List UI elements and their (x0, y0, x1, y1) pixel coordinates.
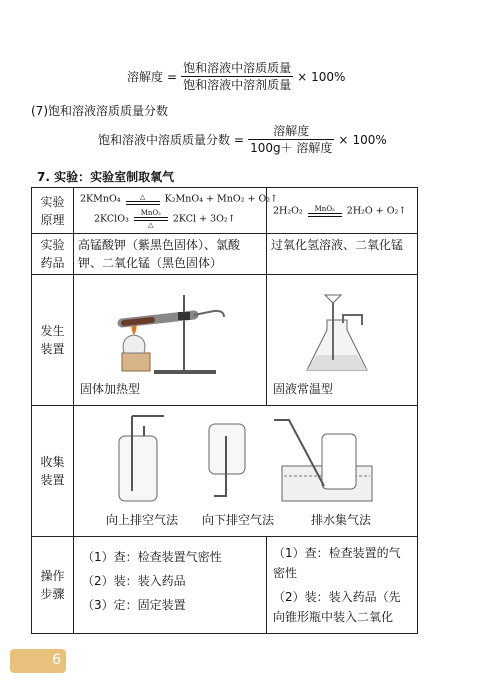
steps-right (267, 537, 418, 634)
steps-left-3: （3）定：固定装置 (82, 598, 186, 612)
steps-right-1: （1）查：检查装置的气密性 (273, 546, 401, 580)
wooden-block (122, 353, 150, 371)
water-displacement-diagram (274, 420, 372, 501)
apparatus-left-caption: 固体加热型 (80, 382, 141, 396)
label-collection: 收集装置 (32, 406, 74, 537)
formula1-fraction (181, 60, 293, 93)
formula1-equals: = (167, 69, 178, 84)
oxygen-lab-table (31, 187, 418, 634)
formula2-fraction (248, 123, 334, 156)
steps-right-2: （2）装：装入药品（先向锥形瓶中装入二氧化 (273, 590, 401, 624)
eq1-cond-text: △ (139, 192, 146, 201)
eq2-cond-bottom: △ (148, 220, 154, 229)
eq3-products: 2H₂O + O₂↑ (346, 205, 407, 216)
eq1-products: K₂MnO₄ + MnO₂ + O₂↑ (164, 193, 279, 204)
formula2-equals: = (234, 132, 245, 147)
h2o2-equation (273, 205, 411, 217)
page-number: 6 (52, 652, 61, 668)
label-steps: 操作步骤 (32, 537, 74, 634)
formula1-denominator: 饱和溶液中溶剂质量 (183, 78, 292, 92)
kmno4-equation (80, 192, 279, 205)
formula2-numerator: 溶解度 (248, 123, 334, 140)
eq3-condition (308, 205, 342, 217)
collection-caption-down: 向下排空气法 (201, 513, 274, 527)
reagents-left: 高锰酸钾（紫黑色固体）、氯酸钾、二氧化锰（黑色固体） (74, 234, 267, 275)
steps-left-2: （2）装：装入药品 (82, 574, 186, 588)
section7-label: (7)饱和溶液溶质质量分数 (31, 104, 168, 118)
kclo3-equation (80, 209, 260, 229)
page-number-badge (10, 649, 66, 673)
formula1-numerator: 饱和溶液中溶质质量 (183, 61, 292, 75)
eq1-reactant: 2KMnO₄ (80, 193, 121, 204)
reagents-right: 过氧化氢溶液、二氧化锰 (267, 234, 418, 275)
formula2-lhs: 饱和溶液中溶质质量分数 (98, 133, 231, 147)
clamp (178, 312, 190, 320)
eq3-cond-text: MnO₂ (314, 204, 335, 213)
steps-left (74, 537, 267, 634)
collection-cell (74, 406, 418, 537)
solubility-formula (127, 60, 345, 93)
row-principle (32, 188, 418, 234)
formula2-times: × (338, 132, 349, 147)
row-apparatus (32, 275, 418, 406)
row-collection (32, 406, 418, 537)
eq2-condition (134, 209, 168, 229)
label-apparatus: 发生装置 (32, 275, 74, 406)
section-heading: 7. 实验：实验室制取氧气 (37, 170, 175, 184)
funnel-top (325, 295, 341, 303)
row-steps (32, 537, 418, 634)
row-reagents (32, 234, 418, 275)
flask-liquid (307, 355, 367, 370)
principle-left-cell (74, 188, 279, 234)
collection-caption-up: 向上排空气法 (105, 513, 178, 527)
collection-caption-water: 排水集气法 (310, 513, 371, 527)
solid-heating-apparatus-diagram (74, 275, 267, 380)
alcohol-lamp (123, 335, 145, 353)
formula1-percent: 100% (311, 69, 346, 84)
solid-liquid-apparatus-diagram (267, 275, 418, 380)
reagent-in-tube (124, 320, 152, 323)
apparatus-right-caption: 固液常温型 (273, 382, 334, 396)
eq1-condition (126, 193, 160, 205)
mass-fraction-formula (98, 123, 387, 156)
eq2-products: 2KCl + 3O₂↑ (172, 213, 236, 224)
delivery-tube (194, 311, 224, 317)
steps-left-1: （1）查：检查装置气密性 (82, 550, 222, 564)
principle-right-cell (267, 188, 418, 234)
formula1-times: × (297, 69, 308, 84)
collection-captions (74, 511, 417, 528)
apparatus-right (267, 275, 418, 406)
formula2-denominator: 100g＋ 溶解度 (250, 141, 333, 155)
apparatus-left (74, 275, 267, 406)
label-reagents: 实验药品 (32, 234, 74, 275)
stand-base (154, 370, 216, 374)
eq3-reactant: 2H₂O₂ (273, 205, 303, 216)
upward-air-displacement-diagram (119, 416, 164, 501)
formula2-percent: 100% (352, 132, 387, 147)
label-principle: 实验原理 (32, 188, 74, 234)
collection-diagrams (74, 406, 418, 511)
formula1-lhs: 溶解度 (127, 70, 164, 84)
eq2-reactant: 2KClO₃ (94, 213, 129, 224)
downward-air-displacement-diagram (209, 424, 245, 496)
eq2-cond-top: MnO₂ (140, 208, 161, 217)
